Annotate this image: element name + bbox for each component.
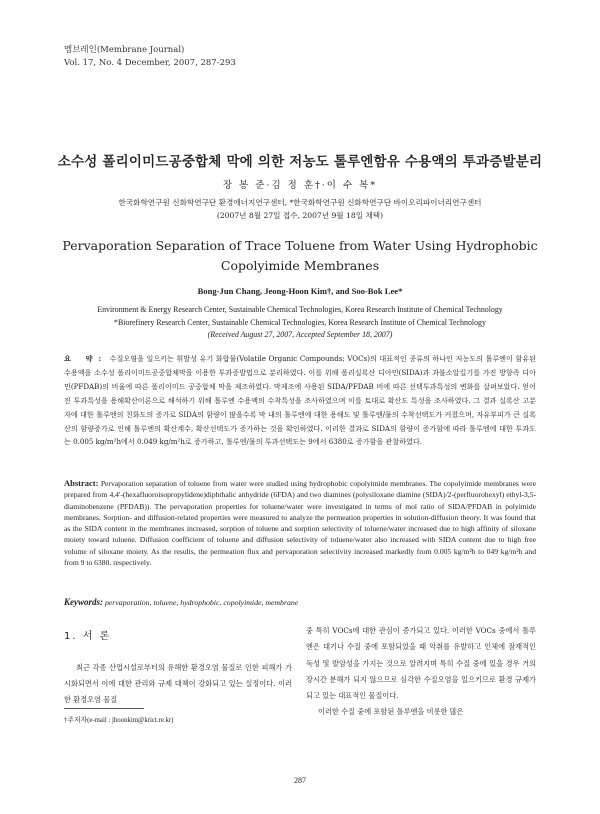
korean-authors: 장 봉 준·김 정 훈†·이 수 복* xyxy=(222,180,378,191)
journal-header xyxy=(64,44,236,69)
english-title-line1: Pervaporation Separation of Trace Toluene from Water Using Hydrophobic xyxy=(62,238,538,253)
english-affiliation-block xyxy=(40,304,560,342)
korean-dates: (2007년 8월 27일 접수, 2007년 9월 18일 채택) xyxy=(216,211,384,220)
english-affiliation-2: *Biorefinery Research Center, Sustainable Chemical Technologies, Korea Research Institute of Chemical Technology xyxy=(114,317,486,327)
journal-name: 멤브레인(Membrane Journal) xyxy=(64,45,185,55)
korean-affiliation-block xyxy=(40,196,560,222)
korean-affiliation: 한국화학연구원 신화학연구단 환경에너지연구센터, *한국화학연구원 신화학연구단 바이오리파이너리연구센터 xyxy=(118,198,482,207)
english-affiliation-1: Environment & Energy Research Center, Sustainable Chemical Technologies, Korea Research Institute of Chemical Technology xyxy=(97,305,503,314)
english-title xyxy=(60,236,540,276)
korean-title: 소수성 폴리이미드공중합체 막에 의한 저농도 톨루엔함유 수용액의 투과증발분리 xyxy=(57,154,543,170)
keywords-label: Keywords: xyxy=(64,597,103,607)
keywords-text: pervaporation, toluene, hydrophobic, copolyimide, membrane xyxy=(104,598,299,607)
page-number: 287 xyxy=(294,776,306,785)
footnote-divider xyxy=(64,708,144,709)
right-column xyxy=(306,623,536,721)
left-column-paragraph: 최근 각종 산업시설로부터의 유해한 환경오염 물질로 인한 피해가 가시화되면서 이에 대한 관리와 규제 대책이 강화되고 있는 실정이다. 이러한 환경오염 물질 xyxy=(64,663,292,704)
keywords xyxy=(64,597,536,607)
section-heading: 1. 서 론 xyxy=(64,631,112,642)
korean-abstract-text: 수질오염을 일으키는 휘발성 유기 화합물(Volatile Organic Compounds; VOCs)의 대표적인 종류의 하나인 저농도의 톨루엔이 함유된 수용액을 소수성 폴리이미드공중합체막을 이용한 투과증발법으로 분리하였다. 이를 위해 폴리실록산 디아민(SIDA)과 과불소알킬기를 가진 방향족 디아민(PFDAB)의 비율에 따른 폴리이미드 공중합체 막을 제조하였다. 막제조에 사용된 SIDA/PFDAB 비에 따른 선택투과특성의 변화를 살펴보았다. 얻어진 투과특성을 용해확산이론으로 해석하기 위해 톨루엔 수용액의 수착특성을 조사하였으며 이를 토대로 확산도 특성을 조사하였다. 그 결과 실록산 고분자에 대한 톨루엔의 친화도의 증가로 SIDA의 함량이 많을수록 막 내의 톨루엔에 대한 용해도 및 톨루엔/물의 수착선택도가 커졌으며, 자유부피가 큰 실록산의 함량증가로 인해 톨루엔의 확산계수, 확산선택도가 증가하는 것을 확인하였다. 이러한 결과로 SIDA의 함량이 증가함에 따라 톨루엔에 대한 투과도는 0.005 kg/m²h에서 0.049 kg/m²h로 증가하고, 톨루엔/물의 투과선택도는 9에서 6380로 증가함을 관찰하였다. xyxy=(64,354,536,447)
english-abstract xyxy=(64,478,536,568)
english-abstract-text: Pervaporation separation of toluene from water were studied using hydrophobic copolyimide membranes. The copolyimide membranes were prepared from 4,4'-(hexafluoroisopropylidene)diphthalic anhydride (6FDA) and two diamines (polysiloxane diamine (SIDA)/2-(perfluorohexyl) ethyl-3,5-diaminobenzene (PFDAB)). The pervaporation properties for toluene/water were investigated in terms of mol ratio of SIDA/PFDAB in polyimide membranes. Sorption- and diffusion-related properties were measured to analyze the permeation properties in solution-diffusion theory. It was found that as the SIDA content in the membranes increased, sorption of toluene and sorption selectivity of toluene/water increased due to high affinity of siloxane moiety toward toluene. Diffusion coefficient of toluene and diffusion selectivity of toluene/water also increased with SIDA content due to high free volume of siloxane moiety. As the results, the permeation flux and pervaporation selectivity increased markedly from 0.005 kg/m²h to 049 kg/m²h and from 9 to 6380, respectively. xyxy=(64,479,536,568)
english-abstract-label: Abstract: xyxy=(64,478,99,488)
right-column-paragraph-1: 중 특히 VOCs에 대한 관심이 증가되고 있다. 이러한 VOCs 중에서 톨루엔은 대기나 수질 중에 포함되었을 때 악취를 유발하고 인체에 잠재적인 독성 및 발암성을 가지는 것으로 알려지며 특히 수질 중에 있을 경우 거의 장시간 분해가 되지 않으므로 심각한 수질오염을 일으키므로 환경 규제가 되고 있는 대표적인 물질이다. xyxy=(306,626,536,701)
english-dates: (Received August 27, 2007, Accepted September 18, 2007) xyxy=(207,330,393,339)
journal-volume: Vol. 17, No. 4 December, 2007, 287-293 xyxy=(64,57,236,68)
korean-abstract-label: 요 약: xyxy=(64,354,108,363)
footnote: †주저자(e-mail : jhoonkim@krict.re.kr) xyxy=(64,717,174,724)
english-title-line2: Copolyimide Membranes xyxy=(220,258,380,273)
right-column-paragraph-2: 이러한 수질 중에 포함된 톨루엔을 비롯한 많은 xyxy=(318,707,464,717)
english-authors: Bong-Jun Chang, Jeong-Hoon Kim†, and Soo-Bok Lee* xyxy=(197,286,403,296)
korean-abstract xyxy=(64,352,536,449)
